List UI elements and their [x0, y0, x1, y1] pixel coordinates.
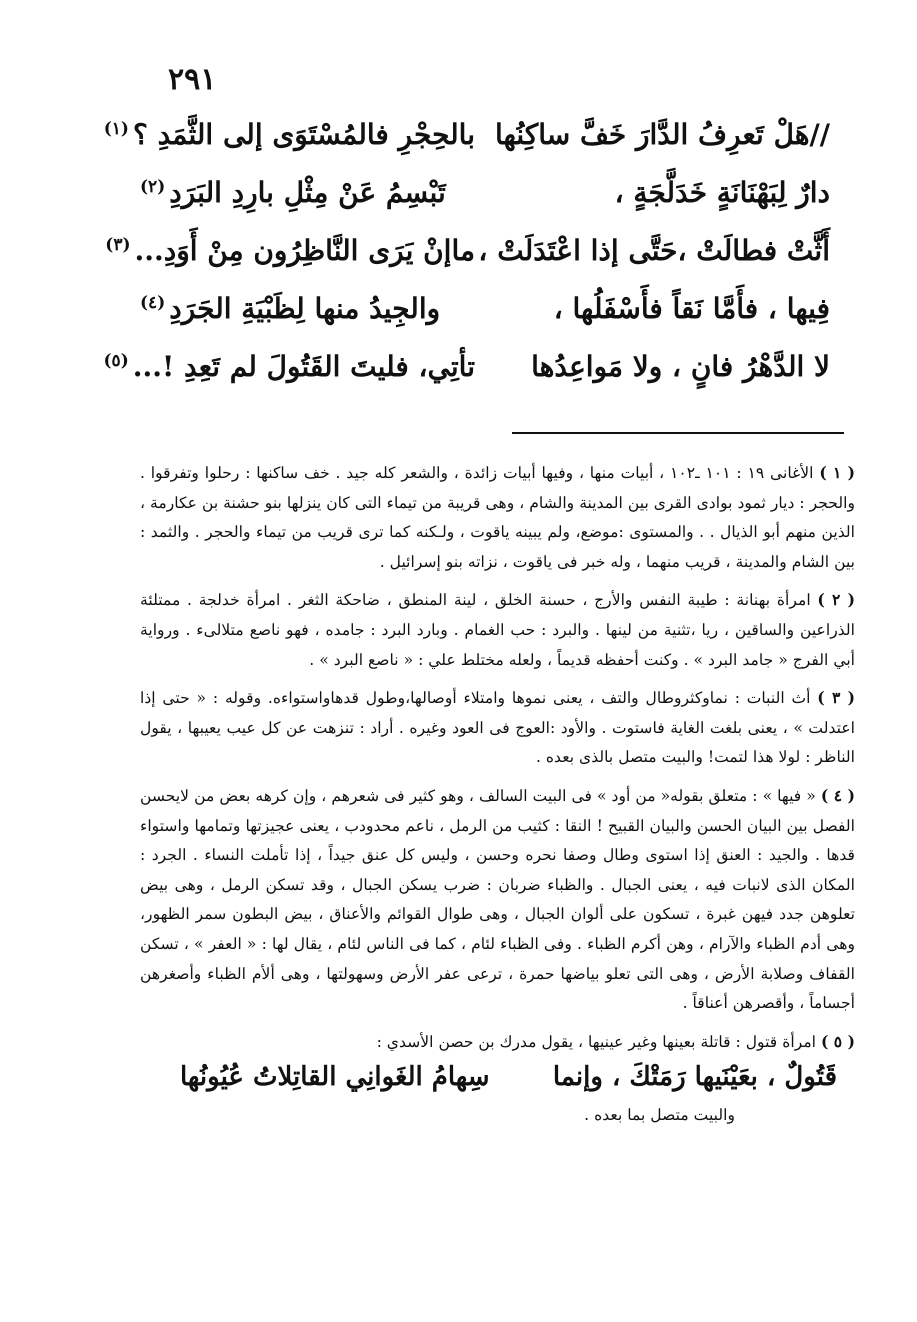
verse-row — [140, 176, 830, 234]
footnote — [140, 585, 855, 675]
verse-row — [103, 350, 830, 408]
footnote — [140, 683, 855, 773]
footnotes — [140, 458, 855, 1139]
footnote-text: امرأة قتول : قاتلة بعينها وغير عينيها ، يقول مدرك بن حصن الأسدي : — [376, 1032, 817, 1051]
quoted-verse-second: سِهامُ الغَوانِي القاتِلاتُ عُيُونُها — [180, 1062, 490, 1093]
footnote-text: « فيها » : متعلق بقوله« من أود » فى البيت السالف ، وهو كثير فى شعرهم ، وإن كرهه بعض من لايحسن الفصل بين البيان الحسن والبيان القبيح ! النقا : كثيب من الرمل ، ناعم محدودب ، يعنى عجيزتها وتمامها واستواء قدها . والجيد : العنق إذا استوى وطال وصفا نحره وحسن ، وليس كل عنق جيداً ، إذا تأملت النساء . الجرد : المكان الذى لانبات فيه ، يعنى الجبال . والظباء ضربان : ضرب يسكن الجبال ، وقد تسكن الرمل ، وهى بيض تعلوهن جدد فيهن غبرة ، تسكون على ألوان الجبال ، وهى طوال القوائم والأعناق ، بيض البطون سمر الظهور، وهى أدم الظباء والآرام ، وهن أكرم الظباء . وفى الظباء لئام ، كما فى الناس لئام ، يقال لها : « العفر » ، تسكن القفاف وصلابة الأرض ، وهى التى تعلو بياضها حمرة ، ترعى عفر الأرض وسهولتها ، وهى ألأم الظباء وأصغرهن أجساماً ، وأقصرهن أعناقاً . — [140, 786, 855, 1013]
footnote-text: أث النبات : نماوكثروطال والتف ، يعنى نموها وامتلاء أوصالها،وطول قدهاواستواءه. وقوله : « حتى إذا اعتدلت » ، يعنى بلغت الغاية فاستوت . والأود :العوج فى العود وغيره . أراد : تنزهت عن كل عيب يعيبها ، يقول الناظر : لولا هذا لتمت! والبيت متصل بالذى بعده . — [140, 689, 855, 767]
footnote-reference: (٥) — [103, 350, 129, 371]
verse-text: تأتِي، فليتَ القَتُولَ لم تَعِدِ !... — [132, 350, 475, 383]
page-number: ٢٩١ — [168, 62, 217, 97]
verse-text: ماإنْ يَرَى النَّاظِرُون مِنْ أَوَدِ... — [134, 234, 475, 267]
verse-first-hemistich: فِيها ، فأَمَّا نَقاً فأَسْفَلُها ، — [553, 292, 830, 325]
footnote — [140, 458, 855, 577]
footnote-number: ( ٥ ) — [820, 1031, 855, 1051]
footnote-reference: (٢) — [140, 176, 166, 197]
footnote — [140, 1027, 855, 1131]
footnote-reference: (٤) — [140, 292, 166, 313]
footnote — [140, 781, 855, 1019]
quoted-verse-first: قَتُولٌ ، بعَيْنَيها رَمَتْكَ ، وإنما — [552, 1062, 837, 1093]
verse-first-hemistich: أَثَّتْ فطالَتْ ،حَتَّى إذا اعْتَدَلَتْ ، — [478, 234, 830, 267]
footnote-divider — [512, 432, 844, 434]
verse-text: تَبْسِمُ عَنْ مِثْلِ بارِدِ البَرَدِ — [169, 176, 446, 209]
footnote-number: ( ٤ ) — [820, 785, 855, 805]
verse-first-hemistich: دارٌ لِبَهْنَانَةٍ خَدَلَّجَةٍ ، — [614, 176, 830, 209]
footnote-reference: (١) — [103, 118, 129, 139]
verse-text: والجِيدُ منها لِظَبْيَةِ الجَرَدِ — [169, 292, 441, 325]
footnote-reference: (٣) — [105, 234, 131, 255]
footnote-text: الأغانى ١٩ : ١٠١ ـ١٠٢ ، أبيات منها ، وفيها أبيات زائدة ، والشعر كله جيد . خف ساكنها : رحلوا وتفرقوا . والحجر : ديار ثمود بوادى القرى بين المدينة والشام ، وهى قريبة من تيماء التى كان ينزلها بنو حشنة بن عكارمة ، الذين منهم أبو الذيال . . والمستوى :موضع، ولم يبينه ياقوت ، ولـكنه كما ترى قريب من تيماء والحجر . والثمد : بين الشام والمدينة ، قريب منهما ، وله خبر فى ياقوت ، نزاته بنو إسرائيل . — [140, 464, 855, 571]
verse-second-hemistich — [103, 350, 475, 383]
footnote-number: ( ١ ) — [819, 463, 855, 482]
footnote-text: امرأة بهنانة : طيبة النفس والأرج ، حسنة الخلق ، لينة المنطق ، ضاحكة الثغر . امرأة خدلجة . ممتلئة الذراعين والساقين ، ريا ،تثنية من لينها . والبرد : حب الغمام . وبارد البرد : جامده ، فهو ناصع متلالىء . ورواية أبي الفرج « جامد البرد » . وكنت أحفظه قديماً ، ولعله مختلط علي : « ناصع البرد » . — [140, 591, 855, 669]
footnote-intro — [140, 1027, 855, 1058]
verse-row — [140, 292, 830, 350]
footnote-number: ( ٣ ) — [817, 688, 855, 708]
verse-second-hemistich — [140, 176, 475, 209]
verse-second-hemistich — [105, 234, 475, 267]
verse-second-hemistich — [103, 118, 475, 151]
verse-second-hemistich — [140, 292, 475, 325]
footnote-tail: والبيت متصل بما بعده . — [584, 1106, 735, 1125]
footnote-number: ( ٢ ) — [817, 590, 856, 610]
quoted-verse — [140, 1057, 855, 1097]
verse-first-hemistich: //هَلْ تَعرِفُ الدَّارَ خَفَّ ساكِنُها — [494, 118, 830, 151]
poem-verses — [103, 118, 830, 408]
verse-row — [105, 234, 830, 292]
verse-first-hemistich: لا الدَّهْرُ فانٍ ، ولا مَواعِدُها — [531, 350, 830, 383]
verse-text: بالحِجْرِ فالمُسْتَوَى إلى الثَّمَدِ ؟ — [132, 118, 475, 151]
verse-row — [103, 118, 830, 176]
